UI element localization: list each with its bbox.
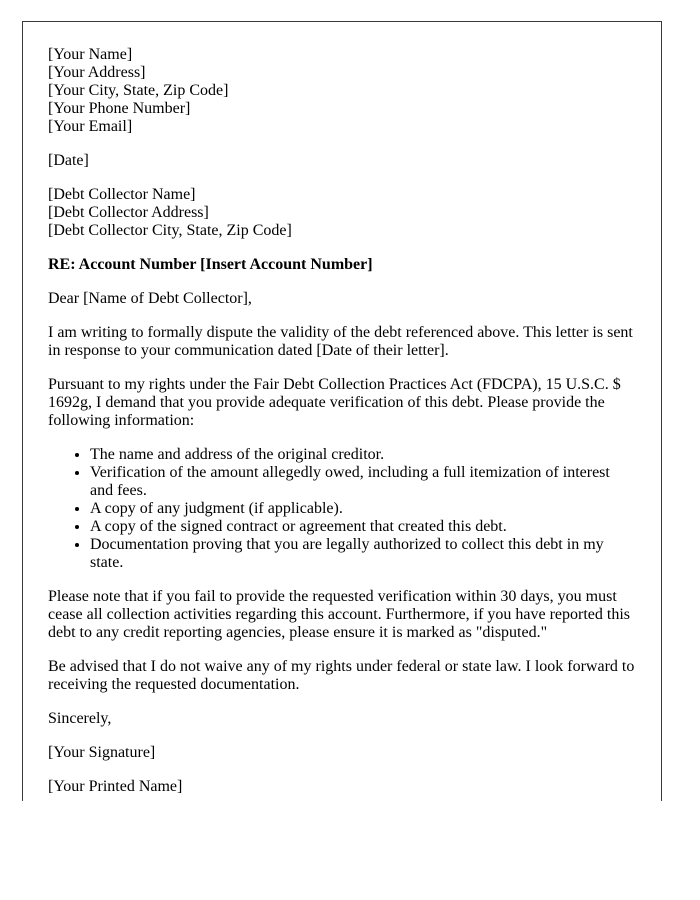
recipient-address: [Debt Collector Address] <box>48 204 209 221</box>
recipient-address-block <box>48 186 636 240</box>
sender-address-block <box>48 46 636 136</box>
date-line: [Date] <box>48 152 89 169</box>
list-item: • A copy of any judgment (if applicable). <box>90 500 636 518</box>
signature-placeholder: [Your Signature] <box>48 744 156 761</box>
paragraph-deadline: Please note that if you fail to provide the requested verification within 30 days, you must cease all collection activities regarding this account. Furthermore, if you have reported this debt to any credit reporting agencies, please ensure it is marked as "disputed." <box>48 588 631 641</box>
paragraph-rights: Be advised that I do not waive any of my rights under federal or state law. I look forward to receiving the requested documentation. <box>48 658 635 693</box>
closing: Sincerely, <box>48 710 112 727</box>
sender-address: [Your Address] <box>48 64 146 81</box>
sender-phone: [Your Phone Number] <box>48 100 191 117</box>
paragraph-fdcpa: Pursuant to my rights under the Fair Debt Collection Practices Act (FDCPA), 15 U.S.C. $ 1692g, I demand that you provide adequate verification of this debt. Please provide the following information: <box>48 376 621 429</box>
printed-name-placeholder: [Your Printed Name] <box>48 778 183 795</box>
salutation: Dear [Name of Debt Collector], <box>48 290 252 307</box>
sender-name: [Your Name] <box>48 46 133 63</box>
sender-email: [Your Email] <box>48 118 133 135</box>
subject-line: RE: Account Number [Insert Account Number] <box>48 256 373 273</box>
verification-request-list <box>48 446 636 572</box>
list-item: • The name and address of the original creditor. <box>90 446 636 464</box>
recipient-city-state-zip: [Debt Collector City, State, Zip Code] <box>48 222 292 239</box>
list-item: • Documentation proving that you are legally authorized to collect this debt in my state. <box>90 536 636 572</box>
list-item: • Verification of the amount allegedly owed, including a full itemization of interest and fees. <box>90 464 636 500</box>
recipient-name: [Debt Collector Name] <box>48 186 196 203</box>
sender-city-state-zip: [Your City, State, Zip Code] <box>48 82 229 99</box>
paragraph-intro: I am writing to formally dispute the validity of the debt referenced above. This letter is sent in response to your communication dated [Date of their letter]. <box>48 324 633 359</box>
letter-document <box>22 21 662 801</box>
list-item: • A copy of the signed contract or agreement that created this debt. <box>90 518 636 536</box>
